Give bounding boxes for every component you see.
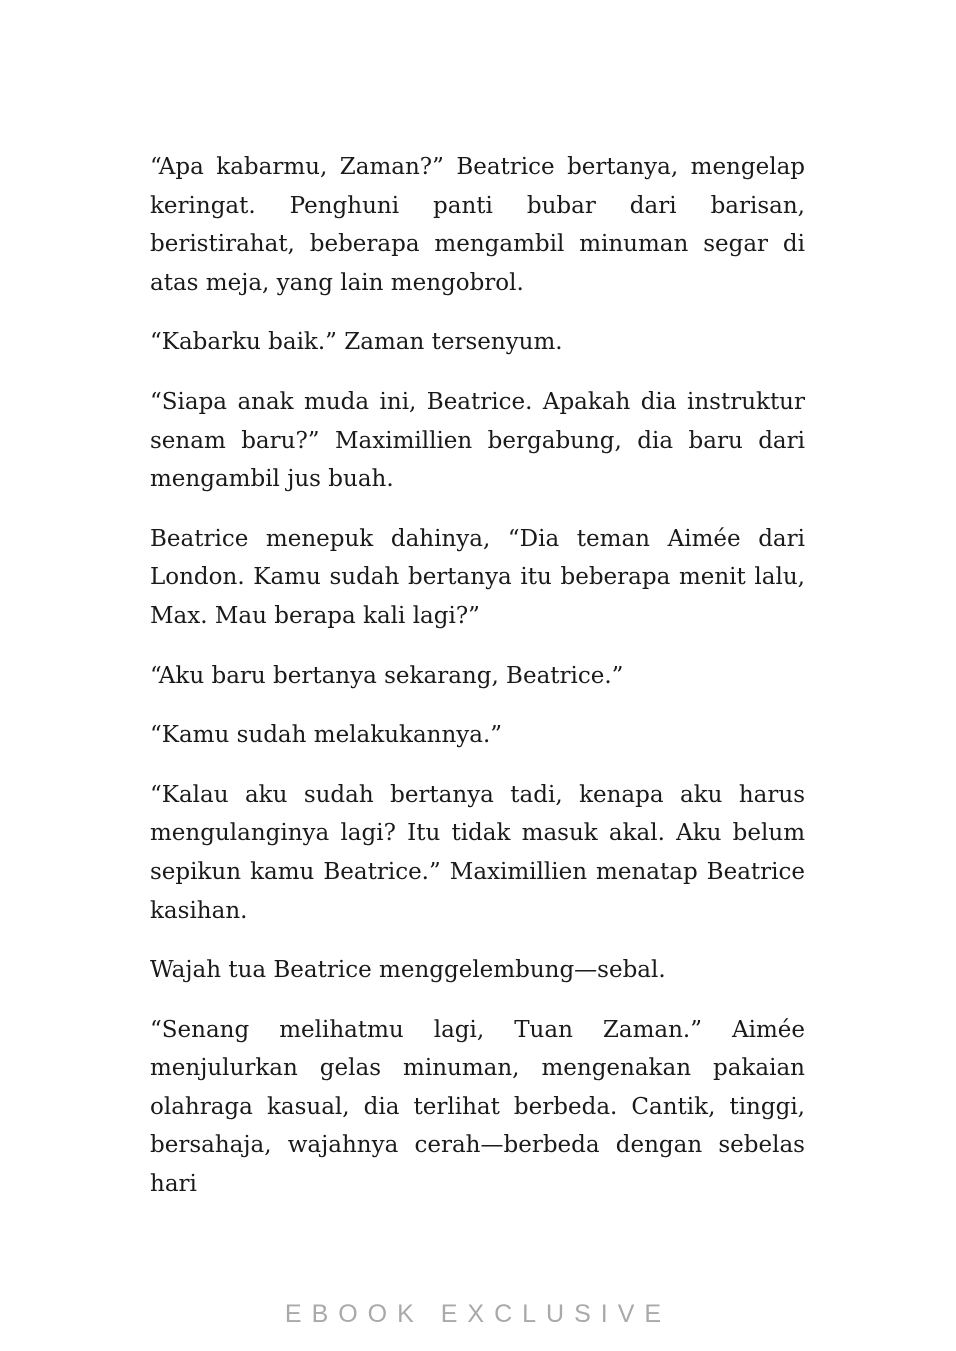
body-text — [150, 148, 805, 1204]
paragraph-7: “Kalau aku sudah bertanya tadi, kenapa aku harus mengulanginya lagi? Itu tidak masuk akal. Aku belum sepikun kamu Beatrice.” Maximillien menatap Beatrice kasihan. — [150, 781, 805, 924]
ebook-exclusive-footer: EBOOK EXCLUSIVE — [284, 1300, 672, 1328]
paragraph-3: “Siapa anak muda ini, Beatrice. Apakah dia instruktur senam baru?” Maximillien bergabung, dia baru dari mengambil jus buah. — [150, 388, 805, 493]
paragraph-4: Beatrice menepuk dahinya, “Dia teman Aimée dari London. Kamu sudah bertanya itu beberapa menit lalu, Max. Mau berapa kali lagi?” — [150, 525, 805, 629]
paragraph-2: “Kabarku baik.” Zaman tersenyum. — [150, 329, 563, 356]
paragraph-9: “Senang melihatmu lagi, Tuan Zaman.” Aimée menjulurkan gelas minuman, mengenakan pakaian olahraga kasual, dia terlihat berbeda. Cantik, tinggi, bersahaja, wajahnya cerah—berbeda dengan sebelas hari — [150, 1016, 805, 1198]
paragraph-8: Wajah tua Beatrice menggelembung—sebal. — [150, 957, 666, 984]
paragraph-5: “Aku baru bertanya sekarang, Beatrice.” — [150, 662, 624, 689]
paragraph-1: “Apa kabarmu, Zaman?” Beatrice bertanya, mengelap keringat. Penghuni panti bubar dari barisan, beristirahat, beberapa mengambil minuman segar di atas meja, yang lain mengobrol. — [150, 154, 805, 296]
paragraph-6: “Kamu sudah melakukannya.” — [150, 722, 503, 749]
